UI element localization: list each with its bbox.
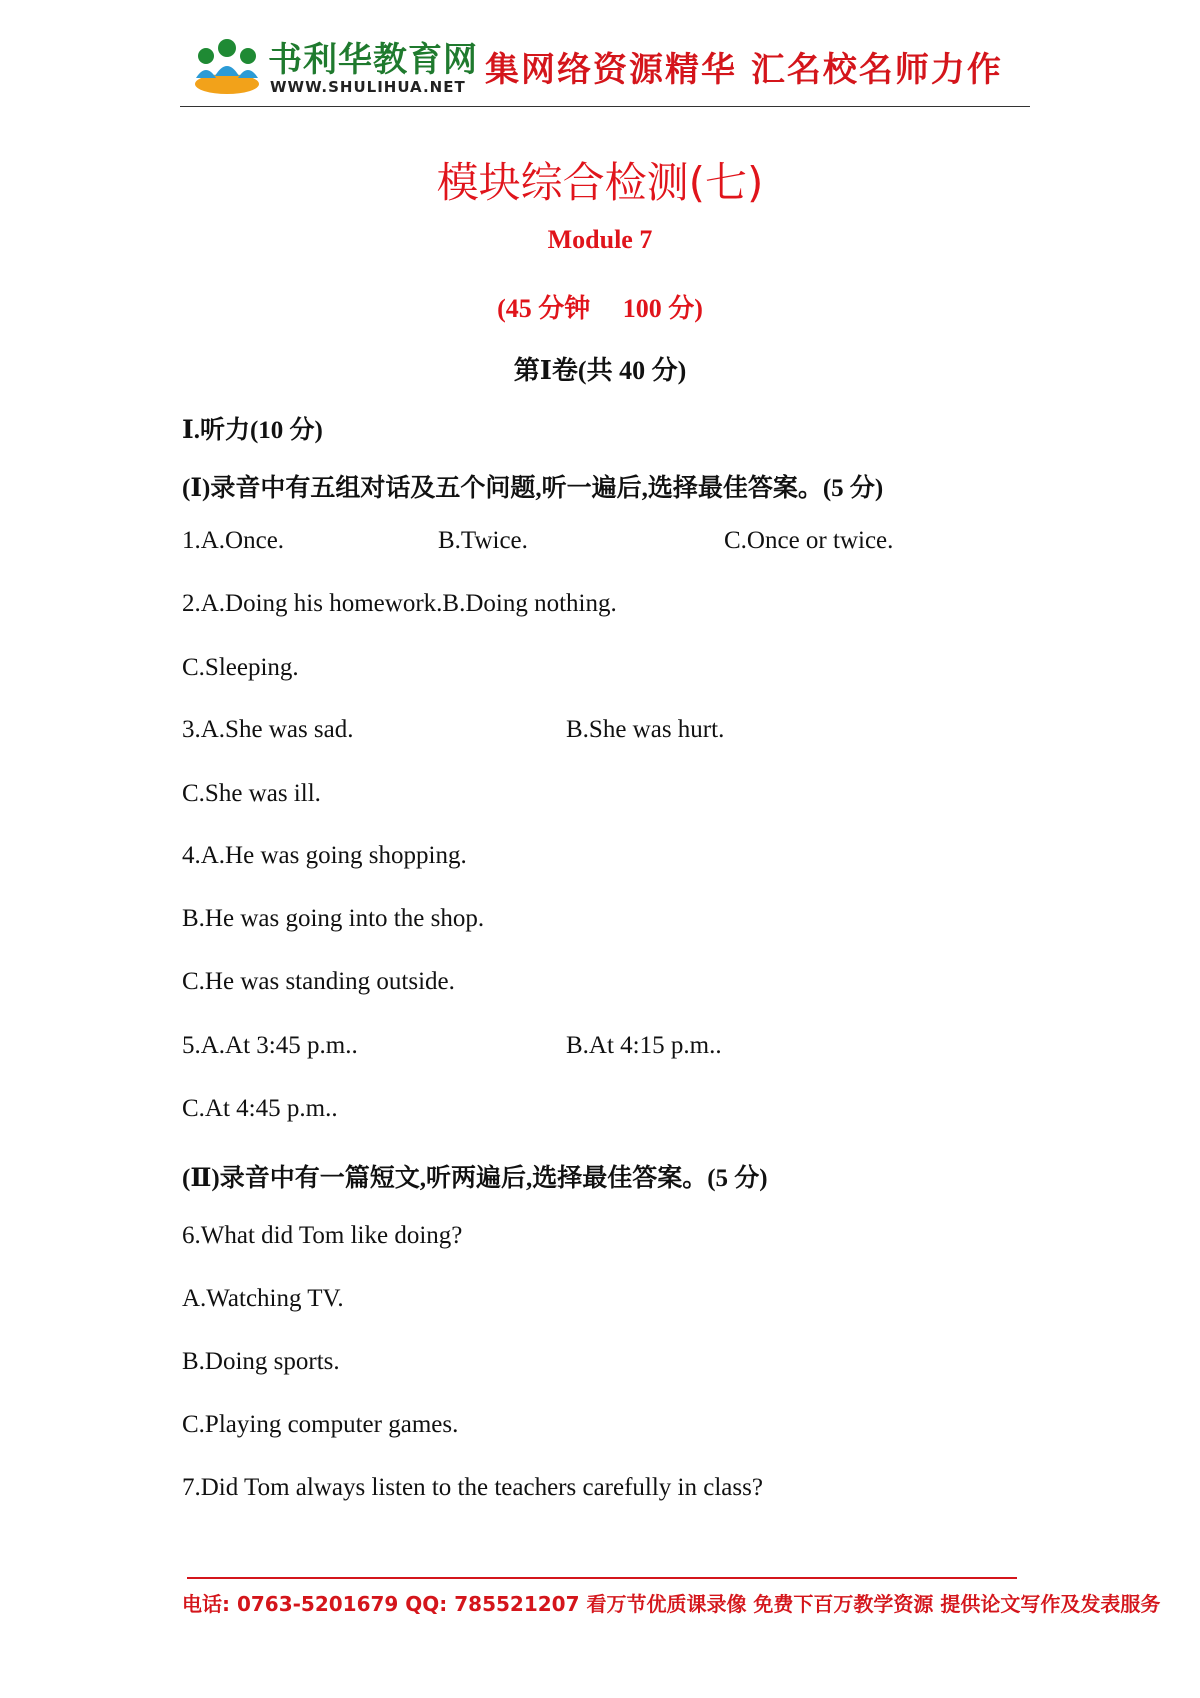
- part-title: 第Ⅰ卷(共 40 分): [513, 356, 687, 385]
- section-heading: Ⅰ.听力(10 分): [182, 417, 323, 444]
- option-c: C.Sleeping.: [182, 654, 299, 681]
- option-b: B.He was going into the shop.: [182, 905, 485, 932]
- question-2-ab: [182, 590, 617, 618]
- footer-divider: [187, 1577, 1017, 1579]
- question-6-stem: 6.What did Tom like doing?: [182, 1222, 463, 1249]
- footer-contact: 电话: 0763-5201679 QQ: 785521207 看万节优质课录像 免费下百万教学资源 提供论文写作及发表服务: [182, 1592, 1161, 1616]
- question-7-stem: 7.Did Tom always listen to the teachers carefully in class?: [182, 1474, 763, 1501]
- document-subtitle: Module 7: [547, 225, 653, 254]
- question-5: [182, 1032, 1022, 1066]
- option-b: B.Twice.: [438, 527, 528, 554]
- question-3: [182, 716, 1022, 750]
- exam-timing: (45 分钟 100 分): [497, 294, 703, 323]
- option-a: 4.A.He was going shopping.: [182, 842, 467, 869]
- option-a: 3.A.She was sad.: [182, 716, 354, 743]
- option-a: 2.A.Doing his homework.: [182, 590, 443, 617]
- option-b: B.She was hurt.: [566, 716, 725, 743]
- option-c: C.He was standing outside.: [182, 968, 455, 995]
- option-a: 5.A.At 3:45 p.m..: [182, 1032, 358, 1059]
- option-c: C.At 4:45 p.m..: [182, 1095, 338, 1122]
- option-b: B.At 4:15 p.m..: [566, 1032, 722, 1059]
- header-divider: [180, 106, 1030, 107]
- site-header: [180, 30, 1030, 105]
- option-b: B.Doing nothing.: [442, 590, 617, 617]
- option-b: B.Doing sports.: [182, 1348, 340, 1375]
- option-c: C.Playing computer games.: [182, 1411, 459, 1438]
- subsection-heading: (Ⅱ)录音中有一篇短文,听两遍后,选择最佳答案。(5 分): [182, 1165, 768, 1192]
- brand-url[interactable]: WWW.SHULIHUA.NET: [270, 78, 466, 96]
- option-a: 1.A.Once.: [182, 527, 285, 554]
- option-a: A.Watching TV.: [182, 1285, 344, 1312]
- logo-icon: [192, 34, 262, 98]
- document-title: 模块综合检测(七): [436, 158, 764, 207]
- question-1: [182, 527, 1022, 561]
- header-slogan: 集网络资源精华 汇名校名师力作: [485, 50, 1003, 90]
- brand-name: 书利华教育网: [268, 40, 478, 80]
- option-c: C.Once or twice.: [724, 527, 894, 554]
- option-c: C.She was ill.: [182, 780, 321, 807]
- subsection-heading: (Ⅰ)录音中有五组对话及五个问题,听一遍后,选择最佳答案。(5 分): [182, 475, 884, 502]
